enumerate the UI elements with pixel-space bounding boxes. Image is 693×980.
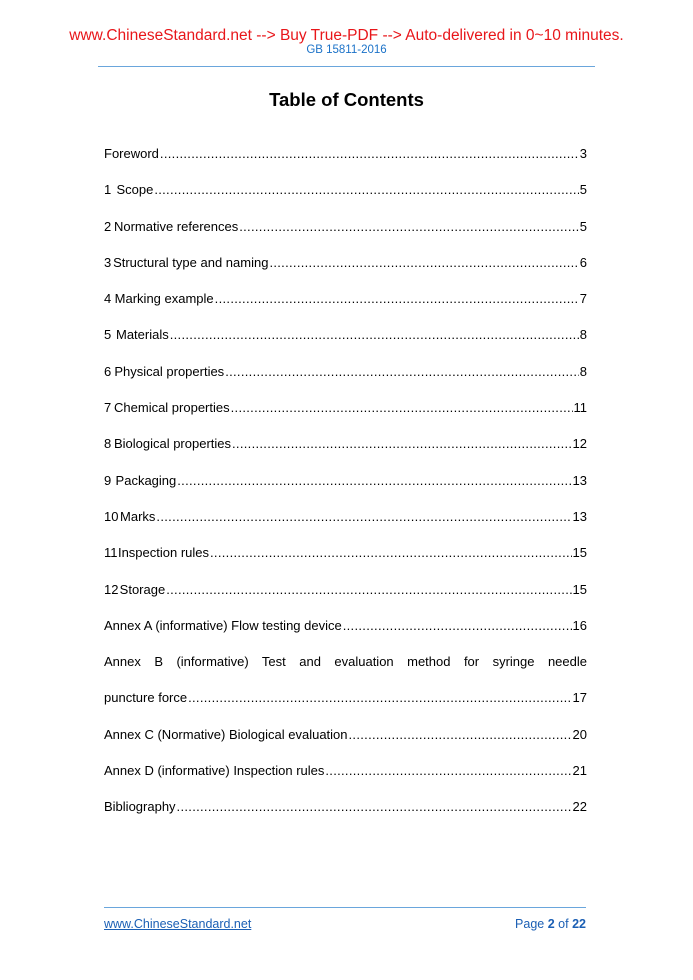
purchase-banner[interactable]: www.ChineseStandard.net --> Buy True-PDF --> Auto-delivered in 0~10 minutes. (69, 27, 624, 44)
toc-label: Physical properties (114, 363, 225, 379)
dot-leader (177, 472, 571, 490)
dot-leader (325, 762, 571, 780)
toc-label: Packaging (115, 472, 177, 488)
toc-page-number: 13 (572, 472, 587, 488)
toc-entry-storage[interactable] (104, 581, 587, 617)
toc-section-number: 8 (104, 436, 112, 452)
dot-leader (160, 145, 579, 163)
toc-page-number: 7 (579, 291, 587, 307)
toc-entry-annex-c[interactable] (104, 726, 587, 762)
toc-section-number: 3 (104, 254, 112, 270)
standard-code: GB 15811-2016 (306, 44, 387, 56)
page-of: of (558, 917, 569, 931)
page-current: 2 (547, 917, 555, 931)
toc-entry-biological-properties[interactable] (104, 435, 587, 471)
toc-section-number: 6 (104, 363, 112, 379)
toc-label: Storage (119, 581, 166, 597)
table-of-contents (104, 145, 587, 835)
dot-leader (166, 581, 571, 599)
dot-leader (269, 254, 578, 272)
dot-leader (215, 290, 579, 308)
toc-label: Materials (115, 327, 169, 343)
dot-leader (231, 399, 573, 417)
toc-label: Annex A (informative) Flow testing device (104, 617, 342, 633)
toc-label: Annex B (informative) Test and evaluation method for syringe needle (104, 654, 587, 670)
toc-entry-chemical-properties[interactable] (104, 399, 587, 435)
toc-label: puncture force (104, 690, 188, 706)
toc-page-number: 22 (572, 799, 587, 815)
toc-entry-scope[interactable] (104, 181, 587, 217)
toc-entry-marks[interactable] (104, 508, 587, 544)
toc-page-number: 8 (579, 327, 587, 343)
toc-label: Inspection rules (117, 545, 210, 561)
dot-leader (349, 726, 572, 744)
toc-page-number: 3 (579, 146, 587, 161)
toc-entry-structural-type[interactable] (104, 254, 587, 290)
dot-leader (225, 363, 579, 381)
toc-label: Marking example (114, 291, 214, 307)
toc-page-number: 12 (572, 436, 587, 452)
dot-leader (154, 181, 578, 199)
toc-section-number: 9 (104, 472, 112, 488)
toc-page-number: 13 (572, 508, 587, 524)
toc-entry-marking-example[interactable] (104, 290, 587, 326)
page-indicator (515, 916, 586, 932)
toc-page-number: 5 (579, 182, 587, 198)
toc-section-number: 10 (104, 508, 119, 524)
toc-entry-bibliography[interactable] (104, 798, 587, 834)
footer-site-link[interactable]: www.ChineseStandard.net (104, 917, 252, 931)
page-title: Table of Contents (269, 89, 424, 110)
dot-leader (188, 689, 571, 707)
toc-page-number: 16 (572, 617, 587, 633)
header-divider (98, 66, 595, 67)
toc-entry-materials[interactable] (104, 326, 587, 362)
toc-page-number: 17 (572, 690, 587, 706)
toc-label: Structural type and naming (113, 254, 269, 270)
toc-section-number: 11 (104, 545, 118, 561)
toc-section-number: 7 (104, 400, 112, 416)
toc-entry-annex-b-line1[interactable] (104, 653, 587, 689)
toc-page-number: 15 (572, 581, 587, 597)
dot-leader (343, 617, 572, 635)
toc-entry-inspection-rules[interactable] (104, 544, 587, 580)
dot-leader (239, 218, 579, 236)
toc-section-number: 5 (104, 327, 112, 343)
dot-leader (232, 435, 572, 453)
toc-label: Biological properties (113, 436, 232, 452)
dot-leader (210, 544, 572, 562)
toc-label: Bibliography (104, 799, 176, 815)
toc-page-number: 6 (579, 254, 587, 270)
page-total: 22 (572, 917, 586, 931)
toc-label: Annex D (informative) Inspection rules (104, 763, 325, 779)
toc-page-number: 11 (573, 400, 587, 416)
toc-page-number: 15 (572, 545, 587, 561)
page-prefix: Page (515, 917, 545, 931)
toc-entry-physical-properties[interactable] (104, 363, 587, 399)
toc-label: Chemical properties (114, 400, 230, 416)
dot-leader (177, 798, 572, 816)
toc-entry-annex-a[interactable] (104, 617, 587, 653)
toc-entry-normative-references[interactable] (104, 218, 587, 254)
toc-section-number: 1 (104, 182, 112, 198)
toc-section-number: 4 (104, 291, 112, 307)
toc-label: Foreword (104, 146, 159, 161)
toc-section-number: 2 (104, 218, 112, 234)
footer-divider (104, 907, 586, 908)
toc-entry-annex-d[interactable] (104, 762, 587, 798)
toc-label: Normative references (113, 218, 239, 234)
toc-label: Annex C (Normative) Biological evaluation (104, 726, 348, 742)
toc-page-number: 8 (579, 363, 587, 379)
toc-section-number: 12 (104, 581, 119, 597)
toc-entry-packaging[interactable] (104, 472, 587, 508)
toc-label: Scope (116, 182, 154, 198)
dot-leader (170, 326, 579, 344)
toc-page-number: 21 (572, 763, 587, 779)
toc-entry-annex-b-line2[interactable] (104, 689, 587, 725)
toc-page-number: 20 (572, 726, 587, 742)
toc-page-number: 5 (579, 218, 587, 234)
toc-label: Marks (120, 508, 156, 524)
dot-leader (156, 508, 571, 526)
toc-entry-foreword[interactable] (104, 145, 587, 181)
